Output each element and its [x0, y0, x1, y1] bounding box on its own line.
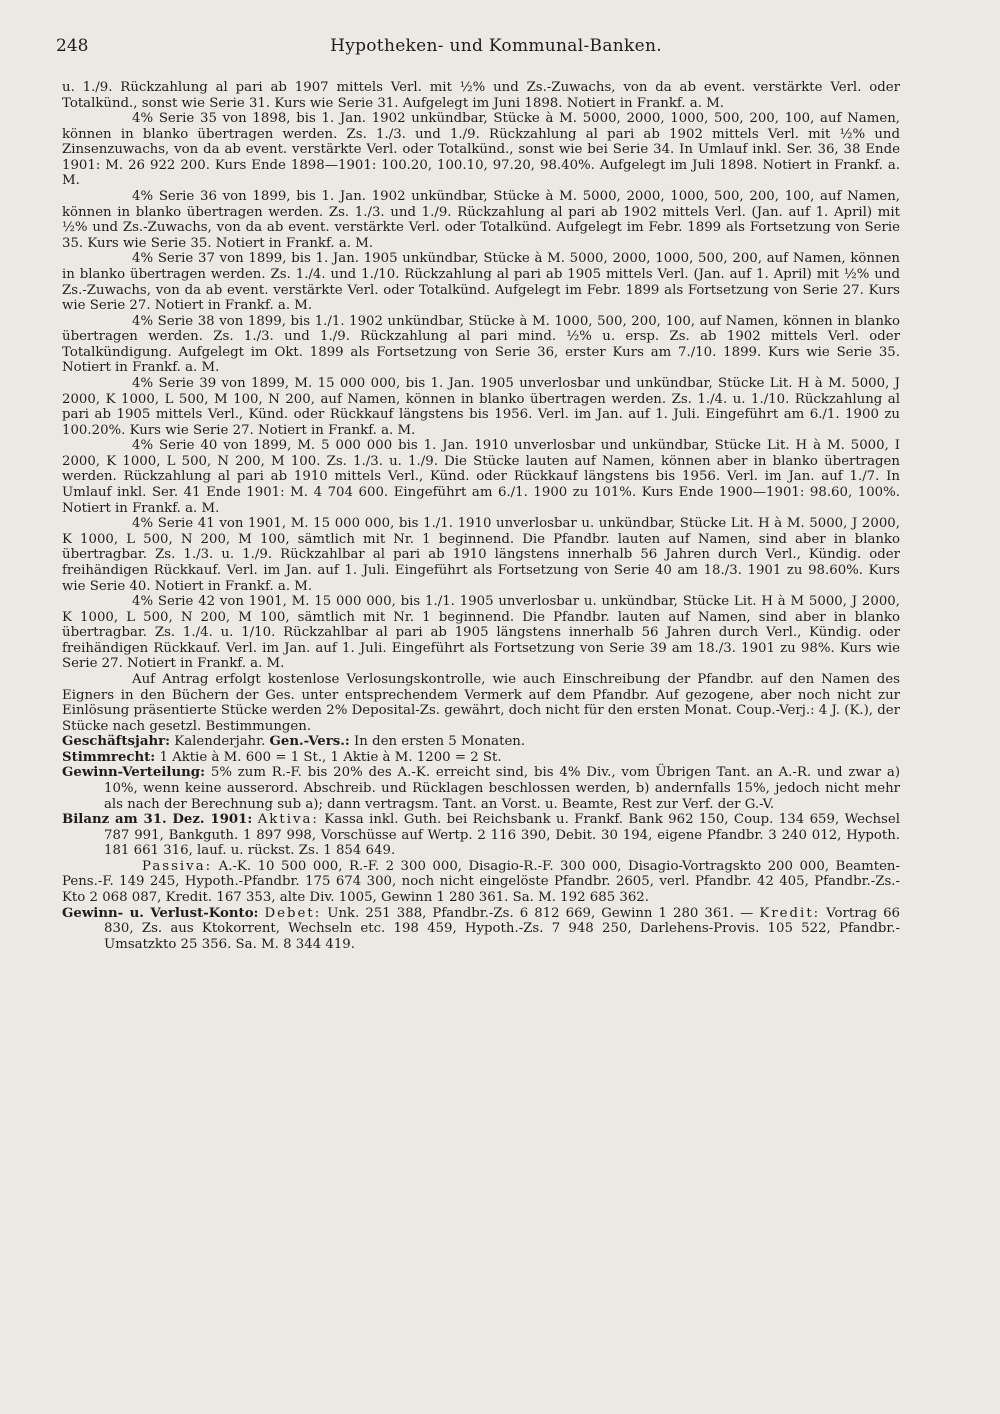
kredit-text: Vortrag 66 830, Zs. aus Ktokorrent, Wechseln etc. 198 459, Hypoth.-Zs. 7 948 250, Darlehens-Provis. 105 522, Pfandbr.-Umsatzkto 25 356. Sa. M. 8 344 419.: [104, 905, 901, 952]
aktiva-text: Kassa inkl. Guth. bei Reichsbank u. Frankf. Bank 962 150, Coup. 134 659, Wechsel 787 991, Bankguth. 1 897 998, Vorschüsse auf Wertp. 2 116 390, Debit. 30 194, eigene Pfandbr. 3 240 012, Hypoth. 181 661 316, lauf. u. rückst. Zs. 1 854 649.: [104, 812, 900, 859]
section-gewinn-verlust: [62, 906, 900, 953]
paragraph-verlosungskontrolle: Auf Antrag erfolgt kostenlose Verlosungskontrolle, wie auch Einschreibung der Pfandbr. auf den Namen des Eigners in den Büchern der Ges. unter entsprechendem Vermerk auf dem Pfandbr. Auf gezogene, aber noch nicht zur Einlösung präsentierte Stücke werden 2% Deposital-Zs. gewährt, doch nicht für den ersten Monat. Coup.-Verj.: 4 J. (K.), der Stücke nach gesetzl. Bestimmungen.: [62, 671, 900, 734]
section-label: Stimmrecht:: [62, 749, 156, 765]
page-number: 248: [56, 36, 89, 56]
page-body: [62, 80, 900, 952]
bilanz-passiva: [62, 859, 900, 906]
section-stimmrecht: [62, 750, 900, 766]
section-text: Kalenderjahr.: [174, 734, 266, 750]
section-gewinn-verteilung: [62, 765, 900, 812]
paragraph-serie-41: 4% Serie 41 von 1901, M. 15 000 000, bis 1./1. 1910 unverlosbar u. unkündbar, Stücke Lit. H à M. 5000, J 2000, K 1000, L 500, N 200, M 100, sämtlich mit Nr. 1 beginnend. Die Pfandbr. lauten auf Namen, sind aber in blanko übertragbar. Zs. 1./3. u. 1./9. Rückzahlbar al pari ab 1910 längstens innerhalb 56 Jahren durch Verl., Kündig. oder freihändigen Rückkauf. Verl. im Jan. auf 1. Juli. Eingeführt als Fortsetzung von Serie 40 am 18./3. 1901 zu 98.60%. Kurs wie Serie 40. Notiert in Frankf. a. M.: [62, 516, 900, 594]
paragraph-serie-36: 4% Serie 36 von 1899, bis 1. Jan. 1902 unkündbar, Stücke à M. 5000, 2000, 1000, 500, 200, 100, auf Namen, können in blanko übertragen werden. Zs. 1./3. und 1./9. Rückzahlung al pari ab 1902 mittels Verl. (Jan. auf 1. April) mit ½% und Zs.-Zuwachs, von da ab event. verstärkte Verl. oder Totalkünd. Aufgelegt im Febr. 1899 als Fortsetzung von Serie 35. Kurs wie Serie 35. Notiert in Frankf. a. M.: [62, 189, 900, 251]
section-label: Gewinn-Verteilung:: [62, 765, 206, 781]
kredit-label: Kredit:: [759, 905, 821, 921]
section-geschaeftsjahr: [62, 734, 900, 750]
paragraph-serie-38: 4% Serie 38 von 1899, bis 1./1. 1902 unkündbar, Stücke à M. 1000, 500, 200, 100, auf Namen, können in blanko übertragen werden. Zs. 1./3. und 1./9. Rückzahlung al pari mind. ½% u. ersp. Zs. ab 1902 mittels Verl. oder Totalkündigung. Aufgelegt im Okt. 1899 als Fortsetzung von Serie 36, erster Kurs am 7./10. 1899. Kurs wie Serie 35. Notiert in Frankf. a. M.: [62, 313, 900, 376]
section-label: Geschäftsjahr:: [62, 734, 171, 750]
section-bilanz: [62, 812, 900, 859]
paragraph-serie-40: 4% Serie 40 von 1899, M. 5 000 000 bis 1. Jan. 1910 unverlosbar und unkündbar, Stücke Lit. H à M. 5000, I 2000, K 1000, L 500, N 200, M 100. Zs. 1./3. u. 1./9. Die Stücke lauten auf Namen, können aber in blanko übertragen werden. Rückzahlung al pari ab 1910 mittels Verl., Künd. oder Rückkauf längstens bis 1956. Verl. im Jan. auf 1./7. In Umlauf inkl. Ser. 41 Ende 1901: M. 4 704 600. Eingeführt am 6./1. 1900 zu 101%. Kurs Ende 1900—1901: 98.60, 100%. Notiert in Frankf. a. M.: [62, 438, 900, 516]
debet-text: Unk. 251 388, Pfandbr.-Zs. 6 812 669, Gewinn 1 280 361. —: [327, 905, 754, 921]
page-header: [56, 36, 936, 62]
section-text: 5% zum R.-F. bis 20% des A.-K. erreicht sind, bis 4% Div., vom Übrigen Tant. an A.-R. und zwar a) 10%, wenn keine ausserord. Abschreib. und Rücklagen beschlossen werden, b) andernfalls 15%, jedoch nicht mehr als nach der Berechnung sub a); dann vertragsm. Tant. an Vorst. u. Beamte, Rest zur Verf. der G.-V.: [104, 765, 901, 812]
aktiva-label: Aktiva:: [257, 812, 319, 828]
passiva-text: A.-K. 10 500 000, R.-F. 2 300 000, Disagio-R.-F. 300 000, Disagio-Vortragskto 200 000, Beamten-Pens.-F. 149 245, Hypoth.-Pfandbr. 175 674 300, noch nicht eingelöste Pfandbr. 2605, verl. Pfandbr. 42 405, Pfandbr.-Zs.-Kto 2 068 087, Kredit. 167 353, alte Div. 1005, Gewinn 1 280 361. Sa. M. 192 685 362.: [62, 858, 900, 906]
running-title: Hypotheken- und Kommunal-Banken.: [330, 36, 662, 56]
section-label: Gewinn- u. Verlust-Konto:: [62, 905, 259, 921]
section-text: In den ersten 5 Monaten.: [354, 734, 526, 750]
paragraph-serie-35: 4% Serie 35 von 1898, bis 1. Jan. 1902 unkündbar, Stücke à M. 5000, 2000, 1000, 500, 200, 100, auf Namen, können in blanko übertragen werden. Zs. 1./3. und 1./9. Rückzahlung al pari ab 1902 mittels Verl. mit ½% und Zinsenzuwachs, von da ab event. verstärkte Verl. oder Totalkünd., sonst wie bei Serie 34. In Umlauf inkl. Ser. 36, 38 Ende 1901: M. 26 922 200. Kurs Ende 1898—1901: 100.20, 100.10, 97.20, 98.40%. Aufgelegt im Juli 1898. Notiert in Frankf. a. M.: [62, 111, 900, 189]
paragraph-serie-39: 4% Serie 39 von 1899, M. 15 000 000, bis 1. Jan. 1905 unverlosbar und unkündbar, Stücke Lit. H à M. 5000, J 2000, K 1000, L 500, M 100, N 200, auf Namen, können in blanko übertragen werden. Zs. 1./4. u. 1./10. Rückzahlung al pari ab 1905 mittels Verl., Künd. oder Rückkauf längstens bis 1956. Verl. im Jan. auf 1. Juli. Eingeführt am 6./1. 1900 zu 100.20%. Kurs wie Serie 27. Notiert in Frankf. a. M.: [62, 375, 900, 438]
debet-label: Debet:: [264, 905, 322, 921]
section-text: 1 Aktie à M. 600 = 1 St., 1 Aktie à M. 1200 = 2 St.: [159, 749, 502, 765]
section-label: Bilanz am 31. Dez. 1901:: [62, 812, 253, 828]
paragraph-continued: u. 1./9. Rückzahlung al pari ab 1907 mittels Verl. mit ½% und Zs.-Zuwachs, von da ab event. verstärkte Verl. oder Totalkünd., sonst wie Serie 31. Kurs wie Serie 31. Aufgelegt im Juni 1898. Notiert in Frankf. a. M.: [62, 80, 900, 111]
section-label: Gen.-Vers.:: [269, 734, 350, 750]
paragraph-serie-42: 4% Serie 42 von 1901, M. 15 000 000, bis 1./1. 1905 unverlosbar u. unkündbar, Stücke Lit. H à M 5000, J 2000, K 1000, L 500, N 200, M 100, sämtlich mit Nr. 1 beginnend. Die Pfandbr. lauten auf Namen, sind aber in blanko übertragbar. Zs. 1./4. u. 1/10. Rückzahlbar al pari ab 1905 längstens innerhalb 56 Jahren durch Verl., Kündig. oder freihändigen Rückkauf. Verl. im Jan. auf 1. Juli. Eingeführt als Fortsetzung von Serie 39 am 18./3. 1901 zu 98%. Kurs wie Serie 27. Notiert in Frankf. a. M.: [62, 594, 900, 672]
paragraph-serie-37: 4% Serie 37 von 1899, bis 1. Jan. 1905 unkündbar, Stücke à M. 5000, 2000, 1000, 500, 200, auf Namen, können in blanko übertragen werden. Zs. 1./4. und 1./10. Rückzahlung al pari ab 1905 mittels Verl. (Jan. auf 1. April) mit ½% und Zs.-Zuwachs, von da ab event. verstärkte Verl. oder Totalkünd. Aufgelegt im Febr. 1899 als Fortsetzung von Serie 27. Kurs wie Serie 27. Notiert in Frankf. a. M.: [62, 251, 900, 314]
passiva-label: Passiva:: [142, 858, 213, 874]
